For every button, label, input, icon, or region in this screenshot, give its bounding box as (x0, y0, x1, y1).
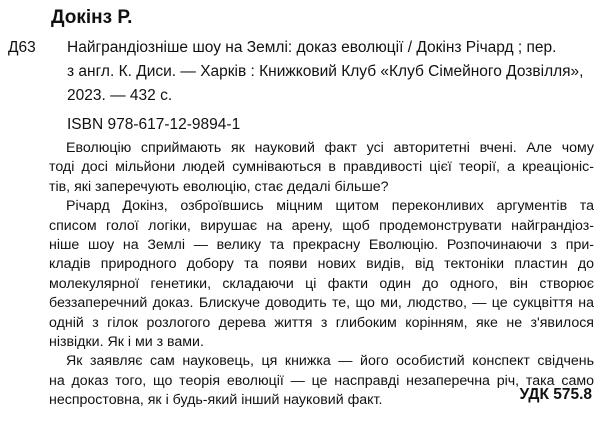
author-heading: Докінз Р. (51, 7, 133, 28)
abstract-line: молекулярної генетики, складаючи ці факти один до одного, він створює (49, 275, 594, 292)
abstract-line: ніше шоу на Землі — велику та прекрасну Еволюцію. Розпочинаючи з при- (49, 237, 594, 254)
abstract-line: беззаперечний доказ. Блискуче доводить те, що ми, людство, — це сукцвіття на (49, 295, 594, 312)
abstract-line: одній з гілок розлогого дерева життя з глибоким корінням, яке не з'явилося (49, 314, 594, 331)
abstract-line: на доказ того, що теорія еволюції — це насправді незаперечна річ, така само (49, 372, 594, 389)
abstract-line: списом голої логіки, вирушає на арену, щоб продемонструвати найграндіоз- (49, 217, 594, 234)
abstract (49, 139, 594, 411)
abstract-line: Як заявляє сам науковець, ця книжка — його особистий конспект свідчень (66, 353, 594, 370)
entry-line: з англ. К. Диси. — Харків : Книжковий Клуб «Клуб Сімейного Дозвілля», (67, 63, 584, 80)
abstract-line: кладів природного добору та появи нових видів, від тектоніки пластин до (49, 256, 594, 273)
entry-line: 2023. — 432 с. (67, 87, 173, 104)
abstract-line: тоді досі мільйони людей сумніваються в правдивості цієї теорії, а креаціоніс- (49, 159, 594, 176)
abstract-line: неспростовна, як і будь-який інший науковий факт. (49, 392, 383, 409)
abstract-line: тів, які заперечують еволюцію, стає дедалі більше? (49, 178, 389, 195)
abstract-line: Річард Докінз, озброївшись міцним щитом переконливих аргументів та (66, 198, 594, 215)
abstract-line: Еволюцію сприймають як науковий факт усі авторитетні вчені. Але чому (66, 140, 594, 156)
udk-code: УДК 575.8 (519, 386, 592, 403)
isbn: ISBN 978-617-12-9894-1 (67, 116, 241, 133)
bibliographic-entry (67, 36, 593, 108)
entry-line: Найграндіозніше шоу на Землі: доказ еволюції / Докінз Річард ; пер. (67, 39, 557, 56)
abstract-line: нізвідки. Як і ми з вами. (49, 334, 204, 351)
classification-code: Д63 (8, 39, 36, 56)
